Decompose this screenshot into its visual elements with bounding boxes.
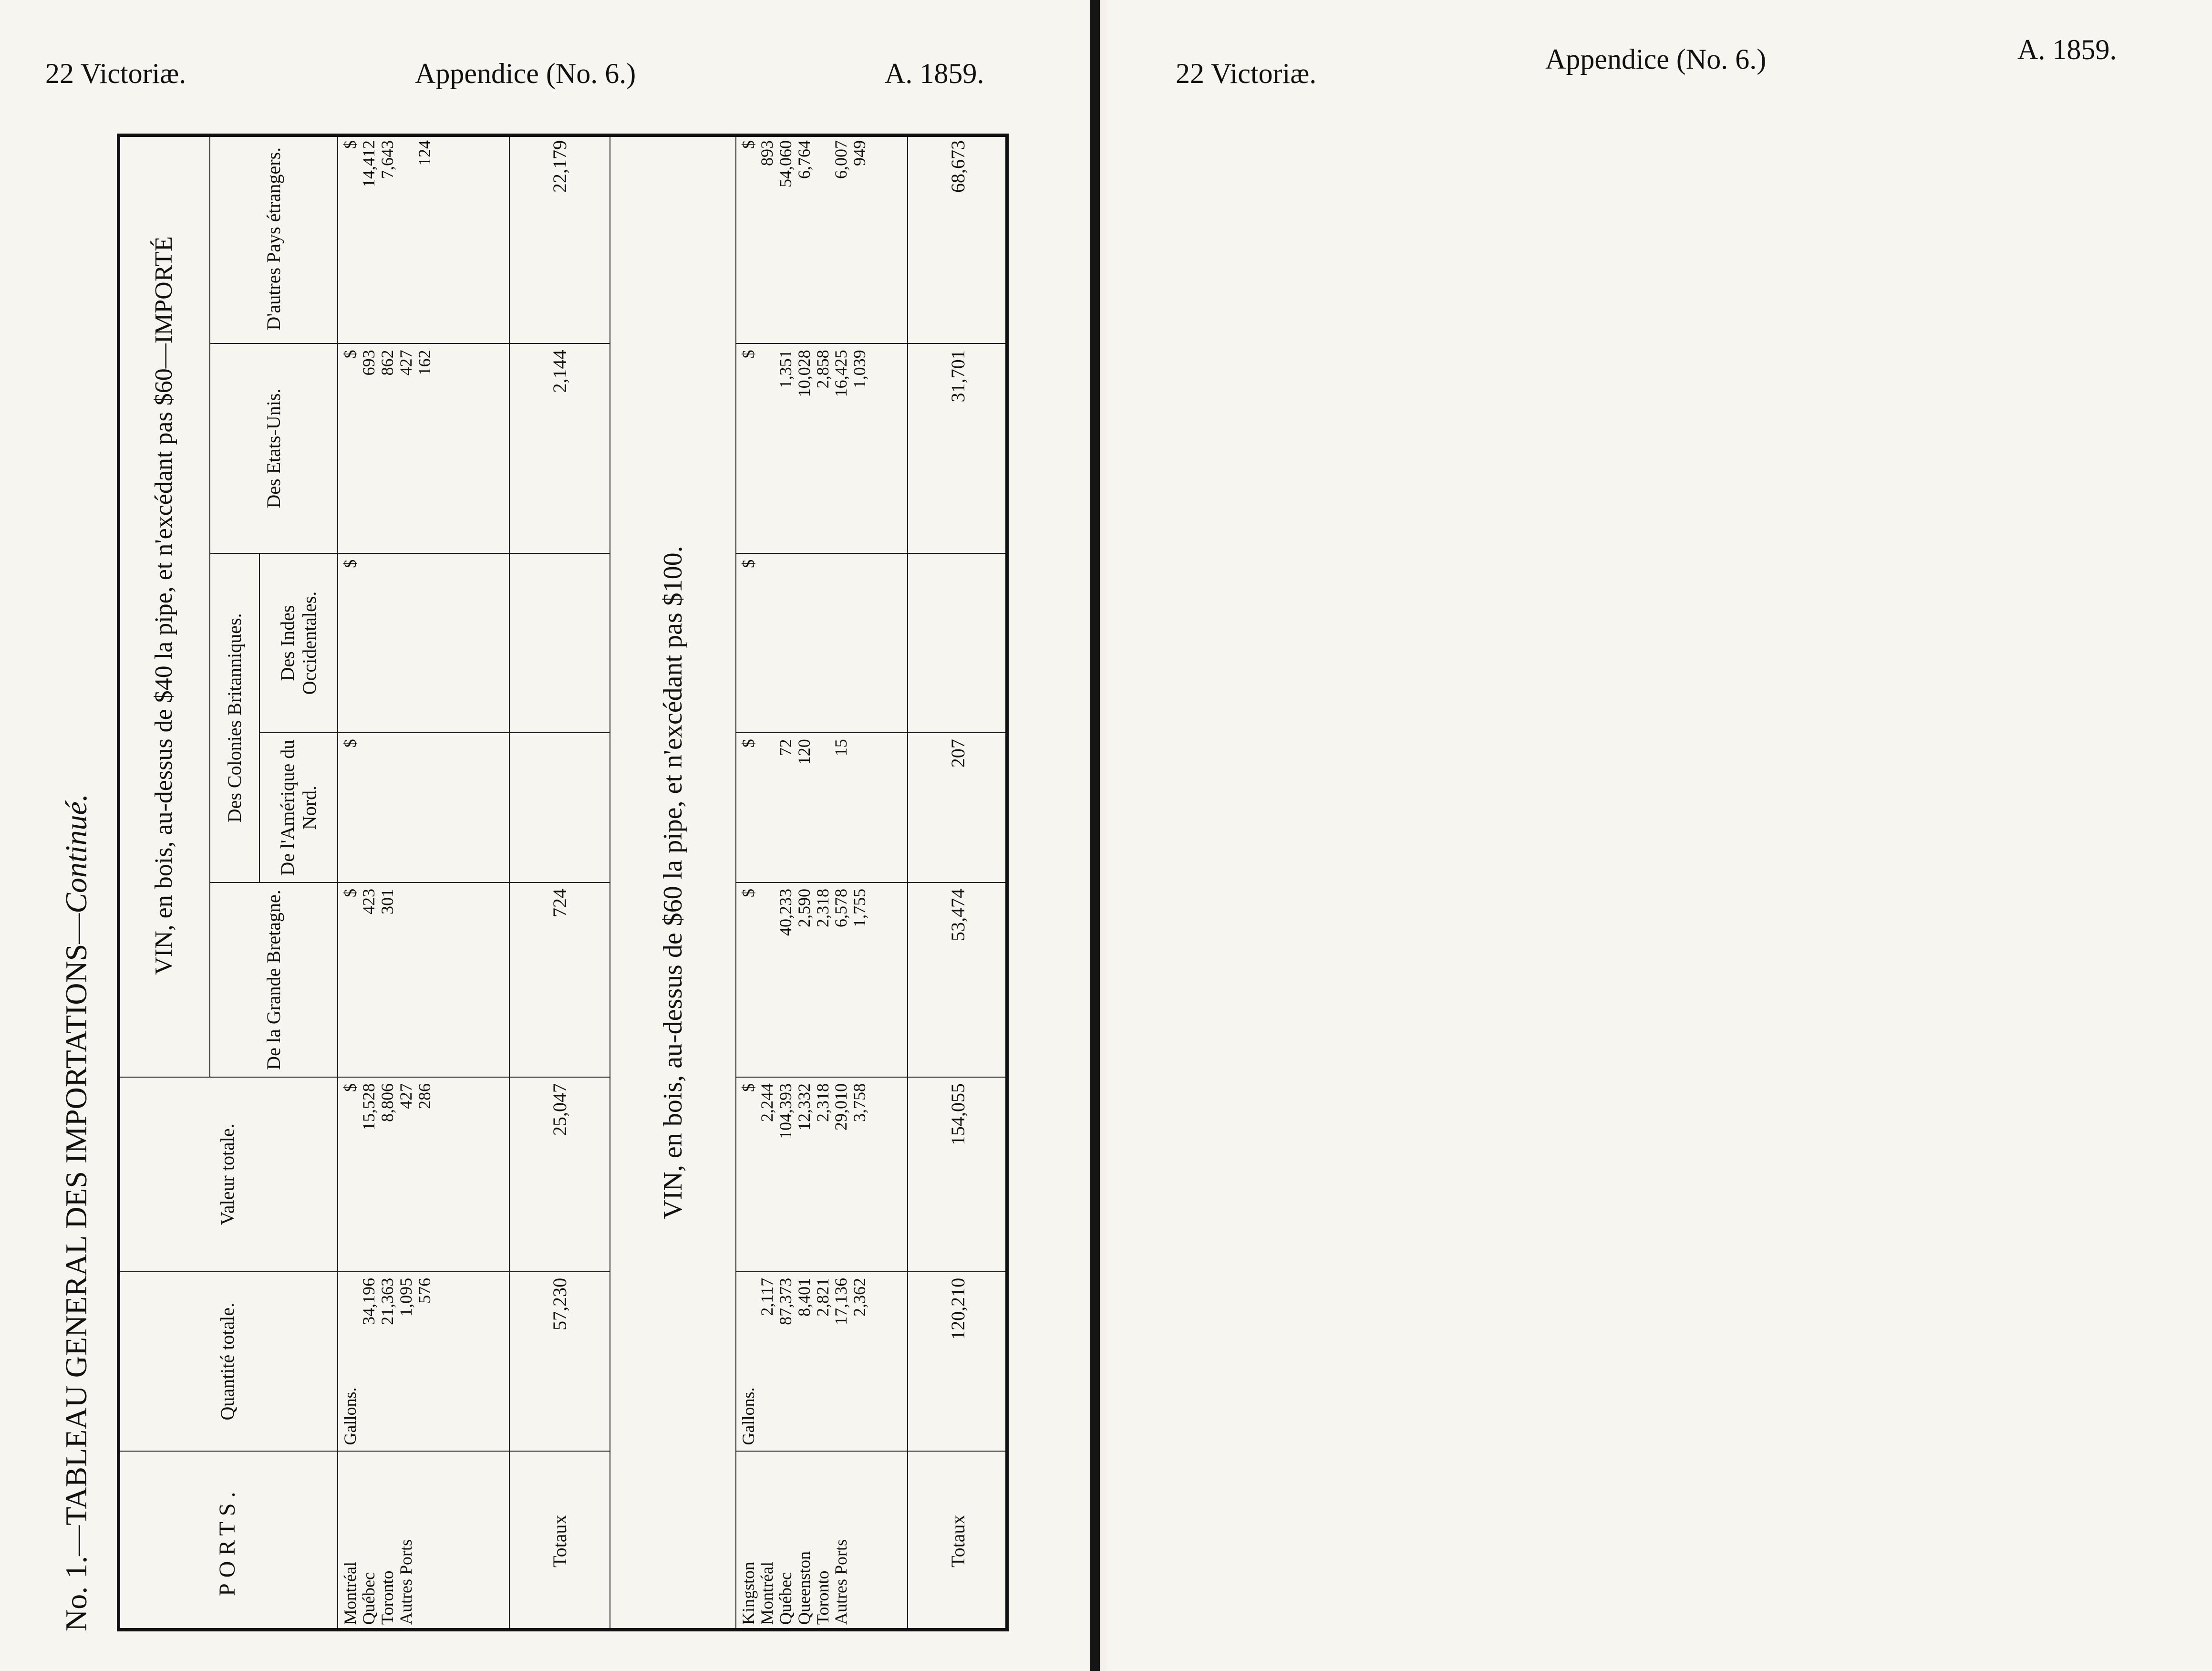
us-cell: 162	[414, 350, 434, 376]
value-cell: 29,010	[831, 1083, 851, 1131]
other-cell: 949	[850, 140, 869, 166]
port: Queenston	[794, 1551, 814, 1625]
port: Toronto	[813, 1570, 832, 1625]
total-bna: 207	[908, 733, 1008, 882]
total-us: 2,144	[509, 343, 610, 553]
qty-value: 1,095	[396, 1277, 415, 1317]
currency-sign: $	[739, 140, 758, 149]
port: Autres Ports	[831, 1539, 851, 1625]
other-cell: 14,412	[359, 140, 378, 187]
colonies-header: Des Colonies Britanniques.	[210, 553, 259, 882]
us-cell: 1,039	[850, 350, 869, 389]
qty-value: 34,196	[359, 1277, 378, 1325]
other-cell: 6,764	[794, 140, 814, 179]
year-header: A. 1859.	[2017, 34, 2117, 65]
totals-label: Totaux	[908, 1451, 1008, 1631]
qty-value: 576	[414, 1277, 434, 1304]
quantity-header: Quantité totale.	[117, 1272, 338, 1452]
qty-value: 17,136	[831, 1277, 851, 1325]
currency-sign: $	[739, 1083, 758, 1092]
table-frame	[117, 134, 1009, 1631]
port: Québec	[359, 1572, 378, 1625]
ports-header: PORTS.	[117, 1451, 338, 1631]
qty-value: 8,401	[794, 1277, 814, 1317]
other-cell: 7,643	[377, 140, 397, 179]
title-main: No. 1.—TABLEAU GENERAL DES IMPORTATIONS—	[59, 913, 93, 1631]
section-2-title: VIN, en bois, au-dessus de $60 la pipe, et n'excédant pas $100.	[610, 134, 736, 1631]
gb-cell: 6,578	[831, 889, 851, 928]
value-cell: 12,332	[794, 1083, 814, 1131]
gb-cell: 1,755	[850, 889, 869, 928]
bna-cell: 120	[794, 739, 814, 765]
value-cell: 3,758	[850, 1083, 869, 1122]
qty-value: 2,821	[813, 1277, 832, 1317]
qty-value: 21,363	[377, 1277, 397, 1325]
value-cell: 15,528	[359, 1083, 378, 1131]
qty-value: 87,373	[775, 1277, 795, 1325]
session-header: 22 Victoriæ.	[45, 58, 186, 89]
gb-header: De la Grande Bretagne.	[210, 882, 338, 1077]
qty-value: 2,117	[757, 1277, 776, 1316]
us-cell: 10,028	[794, 350, 814, 397]
port: Québec	[775, 1572, 795, 1625]
session-header: 22 Victoriæ.	[1176, 58, 1317, 89]
currency-sign: $	[739, 350, 758, 359]
bwi-header: Des Indes Occidentales.	[259, 553, 338, 733]
other-cell: 124	[414, 140, 434, 166]
appendix-header: Appendice (No. 6.)	[1545, 43, 1767, 75]
right-page	[1106, 0, 2212, 1671]
us-cell: 427	[396, 350, 415, 376]
currency-sign: $	[341, 350, 360, 359]
gb-cell: 2,590	[794, 889, 814, 928]
currency-sign: $	[341, 559, 360, 568]
currency-sign: $	[739, 889, 758, 898]
qty-unit: Gallons.	[739, 1387, 758, 1445]
total-qty: 120,210	[908, 1272, 1008, 1452]
us-cell: 16,425	[831, 350, 851, 397]
gb-cell: 2,318	[813, 889, 832, 928]
bna-cell: 15	[831, 739, 851, 757]
currency-sign: $	[341, 1083, 360, 1092]
page-title	[45, 134, 107, 1631]
qty-value: 2,362	[850, 1277, 869, 1317]
total-qty: 57,230	[509, 1272, 610, 1452]
port: Kingston	[739, 1561, 758, 1625]
value-header: Valeur totale.	[117, 1077, 338, 1272]
gb-cell: 40,233	[775, 889, 795, 936]
us-cell: 2,858	[813, 350, 832, 389]
appendix-header: Appendice (No. 6.)	[415, 58, 636, 89]
port: Montréal	[341, 1562, 360, 1625]
port: Montréal	[757, 1562, 776, 1625]
gb-cell: 301	[377, 889, 397, 915]
value-cell: 286	[414, 1083, 434, 1109]
other-cell: 54,060	[775, 140, 795, 187]
value-cell: 2,244	[757, 1083, 776, 1122]
total-value: 25,047	[509, 1077, 610, 1272]
page-gutter	[1090, 0, 1100, 1671]
qty-unit: Gallons.	[341, 1387, 360, 1445]
gb-cell: 423	[359, 889, 378, 915]
total-value: 154,055	[908, 1077, 1008, 1272]
currency-sign: $	[739, 739, 758, 748]
value-cell: 8,806	[377, 1083, 397, 1122]
us-cell: 862	[377, 350, 397, 376]
left-rotated-table	[59, 134, 1009, 1631]
total-other: 68,673	[908, 134, 1008, 343]
us-cell: 1,351	[775, 350, 795, 389]
bna-header: De l'Amérique du Nord.	[259, 733, 338, 882]
currency-sign: $	[341, 889, 360, 898]
totals-label: Totaux	[509, 1451, 610, 1631]
currency-sign: $	[341, 140, 360, 149]
currency-sign: $	[341, 739, 360, 748]
total-gb: 724	[509, 882, 610, 1077]
us-header: Des Etats-Unis.	[210, 343, 338, 553]
total-us: 31,701	[908, 343, 1008, 553]
other-cell: 893	[757, 140, 776, 166]
us-cell: 693	[359, 350, 378, 376]
left-page	[0, 0, 1092, 1671]
section-1-title: VIN, en bois, au-dessus de $40 la pipe, et n'excédant pas $60—IMPORTÉ	[117, 134, 210, 1077]
year-header: A. 1859.	[885, 58, 984, 89]
total-gb: 53,474	[908, 882, 1008, 1077]
bna-cell: 72	[775, 739, 795, 757]
other-header: D'autres Pays étrangers.	[210, 134, 338, 343]
value-cell: 427	[396, 1083, 415, 1109]
other-cell: 6,007	[831, 140, 851, 179]
currency-sign: $	[739, 559, 758, 568]
total-other: 22,179	[509, 134, 610, 343]
title-continued: Continué.	[59, 794, 93, 913]
port: Toronto	[377, 1570, 397, 1625]
value-cell: 104,393	[775, 1083, 795, 1139]
value-cell: 2,318	[813, 1083, 832, 1122]
port: Autres Ports	[396, 1539, 415, 1625]
